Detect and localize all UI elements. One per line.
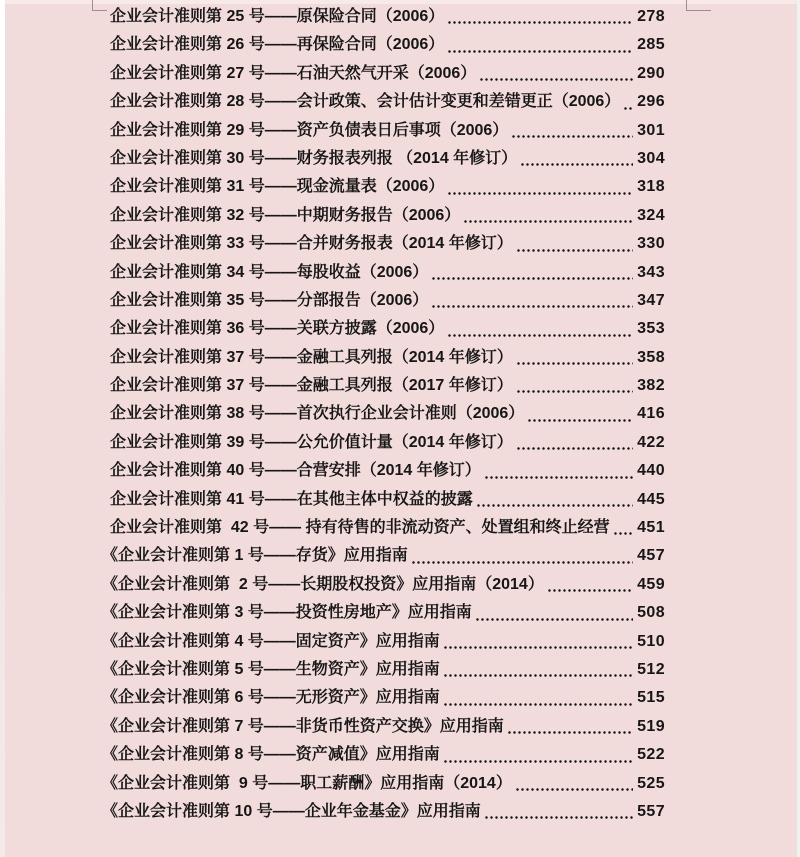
toc-entry[interactable] [110, 315, 665, 343]
dot-leader-icon [447, 315, 633, 343]
toc-entry[interactable] [110, 88, 665, 116]
dot-leader-icon [547, 571, 633, 599]
dot-leader-icon [515, 770, 633, 798]
dot-leader-icon [475, 599, 633, 627]
toc-entry-page: 416 [637, 405, 665, 423]
toc-entry[interactable] [102, 599, 665, 627]
dot-leader-icon [511, 117, 633, 145]
toc-entry-title: 企业会计准则第 28 号——会计政策、会计估计变更和差错更正（2006） [110, 93, 621, 111]
dot-leader-icon [484, 457, 633, 485]
toc-entry[interactable] [102, 713, 665, 741]
toc-entry-title: 企业会计准则第 39 号——公允价值计量（2014 年修订） [110, 433, 513, 451]
dot-leader-icon [443, 741, 633, 769]
toc-entry-title: 企业会计准则第 41 号——在其他主体中权益的披露 [110, 490, 473, 508]
toc-entry-page: 459 [637, 575, 665, 593]
toc-entry-title: 《企业会计准则第 10 号——企业年金基金》应用指南 [102, 802, 481, 820]
dot-leader-icon [443, 628, 633, 656]
toc-entry-title: 《企业会计准则第 9 号——职工薪酬》应用指南（2014） [102, 774, 512, 792]
toc-entry-page: 330 [637, 235, 665, 253]
toc-entry-title: 企业会计准则第 25 号——原保险合同（2006） [110, 8, 445, 25]
toc-entry-page: 324 [637, 206, 665, 224]
toc-entry[interactable] [110, 202, 665, 230]
toc-entry[interactable] [110, 486, 665, 514]
toc-entry-page: 457 [637, 547, 665, 565]
toc-entry[interactable] [110, 372, 665, 400]
toc-entry[interactable] [110, 259, 665, 287]
toc-entry[interactable] [110, 3, 665, 31]
dot-leader-icon [431, 259, 633, 287]
toc-entry-page: 522 [637, 746, 665, 764]
toc-entry-title: 企业会计准则第 35 号——分部报告（2006） [110, 291, 429, 309]
toc-entry-page: 512 [637, 660, 665, 678]
toc-entry[interactable] [102, 741, 665, 769]
toc-entry[interactable] [110, 60, 665, 88]
toc-entry-title: 企业会计准则第 33 号——合并财务报表（2014 年修订） [110, 235, 513, 253]
dot-leader-icon [443, 684, 633, 712]
toc-entry-page: 557 [637, 802, 665, 820]
dot-leader-icon [479, 60, 633, 88]
toc-entry-title: 企业会计准则第 31 号——现金流量表（2006） [110, 178, 445, 196]
toc-entry[interactable] [110, 117, 665, 145]
dot-leader-icon [476, 486, 633, 514]
toc-entry-title: 企业会计准则第 36 号——关联方披露（2006） [110, 320, 445, 338]
toc-entry[interactable] [110, 287, 665, 315]
toc-entry[interactable] [110, 31, 665, 59]
toc-entry[interactable] [102, 684, 665, 712]
toc-entry-page: 353 [637, 320, 665, 338]
toc-entry[interactable] [110, 145, 665, 173]
toc-entry[interactable] [110, 429, 665, 457]
dot-leader-icon [507, 713, 633, 741]
toc-entry[interactable] [102, 571, 665, 599]
dot-leader-icon [484, 798, 633, 826]
toc-entry[interactable] [102, 656, 665, 684]
dot-leader-icon [516, 429, 633, 457]
toc-entry-page: 519 [637, 717, 665, 735]
toc-entry[interactable] [110, 173, 665, 201]
dot-leader-icon [527, 400, 633, 428]
dot-leader-icon [613, 514, 634, 542]
toc-entry-title: 企业会计准则第 42 号—— 持有待售的非流动资产、处置组和终止经营 [110, 519, 610, 537]
dot-leader-icon [516, 344, 633, 372]
toc-entry-page: 290 [637, 64, 665, 82]
toc-entry-title: 企业会计准则第 32 号——中期财务报告（2006） [110, 206, 461, 224]
toc-entry-page: 440 [637, 462, 665, 480]
toc-entry-page: 347 [637, 291, 665, 309]
toc-entry[interactable] [102, 628, 665, 656]
toc-entry-title: 企业会计准则第 37 号——金融工具列报（2014 年修订） [110, 348, 513, 366]
toc-entry-page: 445 [637, 490, 665, 508]
toc-entry-title: 《企业会计准则第 5 号——生物资产》应用指南 [102, 660, 440, 678]
toc-entry-page: 525 [637, 774, 665, 792]
toc-entry-page: 318 [637, 178, 665, 196]
toc-entry-page: 422 [637, 433, 665, 451]
toc-entry-title: 《企业会计准则第 3 号——投资性房地产》应用指南 [102, 604, 472, 622]
toc-entry-title: 《企业会计准则第 8 号——资产减值》应用指南 [102, 746, 440, 764]
dot-leader-icon [447, 3, 633, 31]
dot-leader-icon [411, 542, 633, 570]
dot-leader-icon [516, 230, 633, 258]
dot-leader-icon [520, 145, 633, 173]
toc-entry-title: 《企业会计准则第 4 号——固定资产》应用指南 [102, 632, 440, 650]
toc-entry-title: 《企业会计准则第 2 号——长期股权投资》应用指南（2014） [102, 575, 544, 593]
toc-entry[interactable] [102, 542, 665, 570]
toc-entry-page: 278 [637, 8, 665, 25]
toc-entry-page: 382 [637, 377, 665, 395]
toc-entry-page: 296 [637, 93, 665, 111]
toc-entry-page: 301 [637, 121, 665, 139]
toc-entry-title: 企业会计准则第 34 号——每股收益（2006） [110, 263, 429, 281]
toc-entry-title: 企业会计准则第 29 号——资产负债表日后事项（2006） [110, 121, 509, 139]
toc-entry-title: 企业会计准则第 27 号——石油天然气开采（2006） [110, 64, 477, 82]
toc-entry[interactable] [110, 230, 665, 258]
dot-leader-icon [623, 88, 633, 116]
dot-leader-icon [463, 202, 633, 230]
toc-entry[interactable] [110, 344, 665, 372]
dot-leader-icon [447, 31, 633, 59]
toc-entry-title: 企业会计准则第 40 号——合营安排（2014 年修订） [110, 462, 481, 480]
toc-entry[interactable] [110, 457, 665, 485]
toc-entry-page: 508 [637, 604, 665, 622]
toc-entry-page: 451 [637, 519, 665, 537]
toc-entry[interactable] [110, 514, 665, 542]
dot-leader-icon [443, 656, 633, 684]
dot-leader-icon [431, 287, 633, 315]
toc-entry-title: 《企业会计准则第 6 号——无形资产》应用指南 [102, 689, 440, 707]
toc-entry-page: 285 [637, 36, 665, 54]
table-of-contents [0, 3, 800, 826]
toc-entry-page: 343 [637, 263, 665, 281]
toc-entry-title: 企业会计准则第 37 号——金融工具列报（2017 年修订） [110, 377, 513, 395]
toc-entry-page: 304 [637, 149, 665, 167]
toc-entry-page: 510 [637, 632, 665, 650]
toc-entry-title: 企业会计准则第 26 号——再保险合同（2006） [110, 36, 445, 54]
toc-entry-title: 《企业会计准则第 1 号——存货》应用指南 [102, 547, 408, 565]
dot-leader-icon [516, 372, 633, 400]
toc-entry-title: 企业会计准则第 38 号——首次执行企业会计准则（2006） [110, 405, 525, 423]
toc-entry[interactable] [102, 798, 665, 826]
toc-entry[interactable] [102, 770, 665, 798]
dot-leader-icon [447, 173, 633, 201]
toc-entry-page: 358 [637, 348, 665, 366]
toc-entry-title: 《企业会计准则第 7 号——非货币性资产交换》应用指南 [102, 717, 504, 735]
toc-entry-page: 515 [637, 689, 665, 707]
toc-entry-title: 企业会计准则第 30 号——财务报表列报 （2014 年修订） [110, 149, 518, 167]
toc-entry[interactable] [110, 400, 665, 428]
